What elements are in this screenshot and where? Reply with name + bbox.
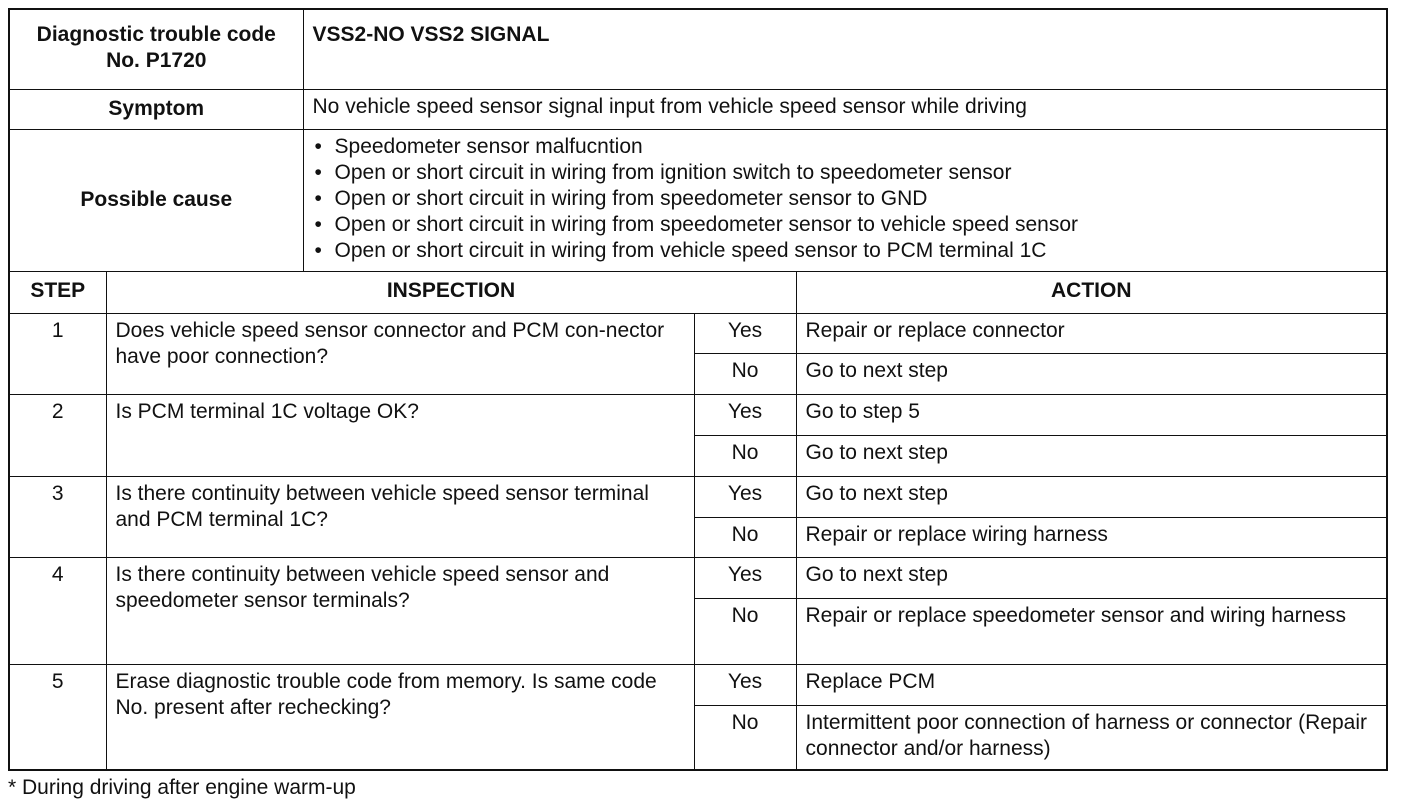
symptom-label: Symptom <box>9 89 303 129</box>
cause-list <box>313 134 1378 264</box>
step-number: 2 <box>9 394 106 476</box>
symptom-row <box>9 89 1387 129</box>
symptom-text: No vehicle speed sensor signal input from vehicle speed sensor while driving <box>303 89 1387 129</box>
cause-row <box>9 129 1387 271</box>
diagnostic-document <box>8 8 1386 801</box>
no-action: Repair or replace speedometer sensor and wiring harness <box>796 598 1387 664</box>
cause-item: • Open or short circuit in wiring from speedometer sensor to vehicle speed sensor <box>313 212 1378 238</box>
no-label: No <box>694 598 796 664</box>
table-row <box>9 476 1387 517</box>
cause-label: Possible cause <box>9 129 303 271</box>
no-action: Go to next step <box>796 353 1387 394</box>
cause-item: • Open or short circuit in wiring from speedometer sensor to GND <box>313 186 1378 212</box>
yes-action: Go to next step <box>796 476 1387 517</box>
footnote: * During driving after engine warm-up <box>8 776 356 799</box>
code-row <box>9 9 1387 89</box>
yes-label: Yes <box>694 476 796 517</box>
table-row <box>9 557 1387 598</box>
yes-action: Repair or replace connector <box>796 313 1387 353</box>
page-title: VSS2-NO VSS2 SIGNAL <box>303 9 1387 89</box>
column-header-inspection: INSPECTION <box>106 271 796 313</box>
column-header-action: ACTION <box>796 271 1387 313</box>
no-label: No <box>694 435 796 476</box>
cause-item: • Open or short circuit in wiring from ignition switch to speedometer sensor <box>313 160 1378 186</box>
no-label: No <box>694 353 796 394</box>
code-label: Diagnostic trouble code No. P1720 <box>9 9 303 89</box>
cause-item: • Open or short circuit in wiring from vehicle speed sensor to PCM terminal 1C <box>313 238 1378 264</box>
yes-action: Replace PCM <box>796 664 1387 705</box>
yes-label: Yes <box>694 664 796 705</box>
yes-label: Yes <box>694 557 796 598</box>
step-number: 3 <box>9 476 106 557</box>
diagnostic-table <box>8 8 1388 771</box>
step-inspection: Does vehicle speed sensor connector and PCM con-nector have poor connection? <box>106 313 694 394</box>
step-number: 5 <box>9 664 106 770</box>
no-action: Intermittent poor connection of harness or connector (Repair connector and/or harness) <box>796 705 1387 770</box>
yes-label: Yes <box>694 394 796 435</box>
table-row <box>9 313 1387 353</box>
step-inspection: Erase diagnostic trouble code from memory. Is same code No. present after rechecking? <box>106 664 694 770</box>
table-row <box>9 394 1387 435</box>
no-action: Repair or replace wiring harness <box>796 517 1387 557</box>
column-header-step: STEP <box>9 271 106 313</box>
yes-action: Go to next step <box>796 557 1387 598</box>
yes-action: Go to step 5 <box>796 394 1387 435</box>
step-number: 4 <box>9 557 106 664</box>
step-number: 1 <box>9 313 106 394</box>
no-label: No <box>694 517 796 557</box>
no-action: Go to next step <box>796 435 1387 476</box>
yes-label: Yes <box>694 313 796 353</box>
step-inspection: Is PCM terminal 1C voltage OK? <box>106 394 694 476</box>
step-inspection: Is there continuity between vehicle speed sensor and speedometer sensor terminals? <box>106 557 694 664</box>
column-header-row <box>9 271 1387 313</box>
cause-list-cell <box>303 129 1387 271</box>
step-inspection: Is there continuity between vehicle speed sensor terminal and PCM terminal 1C? <box>106 476 694 557</box>
table-row <box>9 664 1387 705</box>
no-label: No <box>694 705 796 770</box>
cause-item: • Speedometer sensor malfucntion <box>313 134 1378 160</box>
